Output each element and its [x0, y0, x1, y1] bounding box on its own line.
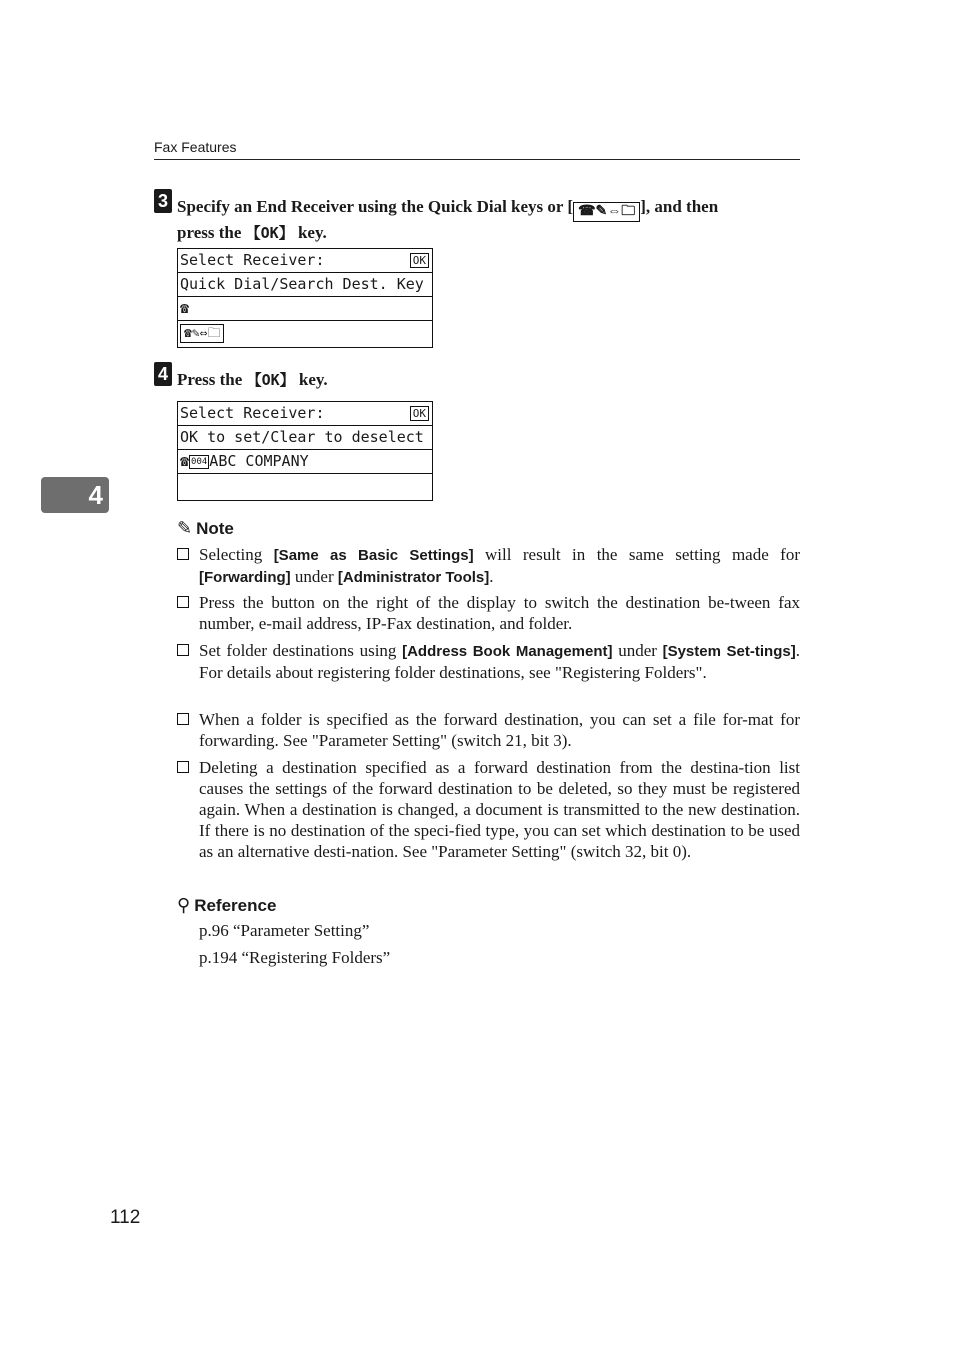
ui-term: [Administrator Tools] [337, 569, 490, 586]
checkbox-bullet-icon [177, 713, 189, 725]
lcd-2-ok-indicator: OK [410, 406, 429, 421]
lcd-1-ok-indicator: OK [410, 253, 429, 268]
lcd-1-row-3 [178, 297, 432, 321]
lcd-1-row-4 [178, 321, 432, 347]
ok-key-label: 【OK】 [246, 371, 295, 389]
page-number: 112 [110, 1207, 141, 1228]
running-header: Fax Features [154, 139, 237, 155]
step-3-instruction [177, 196, 802, 244]
step-4-text-b: key. [294, 370, 328, 389]
checkbox-bullet-icon [177, 761, 189, 773]
ui-term: [System Set-tings] [662, 643, 796, 660]
lcd-2-row-4 [178, 474, 432, 500]
note-item [177, 709, 800, 751]
lcd-1-title: Select Receiver: [180, 251, 325, 269]
lcd-2-row-2: OK to set/Clear to deselect [178, 426, 432, 450]
phone-icon: ☎ [180, 452, 190, 470]
reference-heading-text: Reference [194, 896, 277, 915]
destination-name: ABC COMPANY [209, 452, 309, 470]
note-heading-text: Note [196, 519, 234, 538]
step-number-3: 3 [154, 189, 172, 213]
lcd-2-title: Select Receiver: [180, 404, 325, 422]
note-text: under [290, 567, 338, 586]
step-4-text-a: Press the [177, 370, 247, 389]
step-3-text-a: Specify an End Receiver using the Quick Dial keys or [ [177, 197, 574, 216]
ui-term: [Address Book Management] [402, 643, 613, 660]
pencil-icon: ✎ [177, 518, 193, 538]
lcd-display-1 [177, 248, 433, 348]
note-heading [177, 518, 234, 539]
step-3-text-b: ], and then [640, 197, 719, 216]
destination-type-key-icon: ☎✎⇔🗀 [578, 204, 636, 219]
note-text: will result in the same setting made for [473, 545, 801, 564]
note-text: . For details about registering folder destinations, see "Registering Folders". [199, 641, 800, 682]
lcd-1-row-2: Quick Dial/Search Dest. Key [178, 273, 432, 297]
reference-link[interactable]: p.194 “Registering Folders” [199, 948, 391, 967]
step-4-instruction [177, 369, 328, 391]
destination-type-key [573, 202, 640, 222]
reference-heading [177, 895, 276, 916]
ui-term: [Same as Basic Settings] [273, 547, 474, 564]
quick-dial-number: 004 [191, 457, 208, 467]
header-rule [154, 159, 800, 160]
note-text: under [612, 641, 663, 660]
ok-key-label: 【OK】 [245, 224, 294, 242]
step-number-4: 4 [154, 362, 172, 386]
note-text: When a folder is specified as the forward destination, you can set a file for-mat for forwarding. See "Parameter Setting" (switch 21, bit 3). [199, 710, 800, 750]
lcd-1-title-row [178, 249, 432, 273]
checkbox-bullet-icon [177, 644, 189, 656]
note-item [177, 757, 800, 862]
note-text: Selecting [199, 545, 274, 564]
note-item [177, 592, 800, 634]
note-text: Deleting a destination specified as a forward destination from the destina-tion list causes the settings of the forward destination to be deleted, so they must be registered again. When a destination is changed, a document is transmitted to the new destination. If there is no destination of the speci-fied type, you can set which destination to be used as an alternative desti-nation. See "Parameter Setting" (switch 32, bit 0). [199, 758, 800, 861]
step-3-text-d: key. [293, 223, 327, 242]
step-3-text-c: press the [177, 223, 246, 242]
checkbox-bullet-icon [177, 548, 189, 560]
note-text: . [489, 567, 494, 586]
checkbox-bullet-icon [177, 596, 189, 608]
lcd-display-2 [177, 401, 433, 501]
reference-link[interactable]: p.96 “Parameter Setting” [199, 921, 370, 940]
note-item [177, 544, 800, 588]
destination-switch-icon: ☎✎⇔🗀 [180, 324, 224, 343]
lcd-2-row-3 [178, 450, 432, 474]
lcd-2-title-row [178, 402, 432, 426]
ui-term: [Forwarding] [199, 569, 291, 586]
magnifier-icon: ⚲ [177, 895, 191, 915]
note-text: Press the button on the right of the display to switch the destination be-tween fax number, e-mail address, IP-Fax destination, and folder. [199, 593, 800, 633]
note-text: Set folder destinations using [199, 641, 403, 660]
note-item [177, 640, 800, 683]
phone-icon: ☎ [180, 299, 190, 317]
chapter-tab: 4 [41, 477, 109, 513]
